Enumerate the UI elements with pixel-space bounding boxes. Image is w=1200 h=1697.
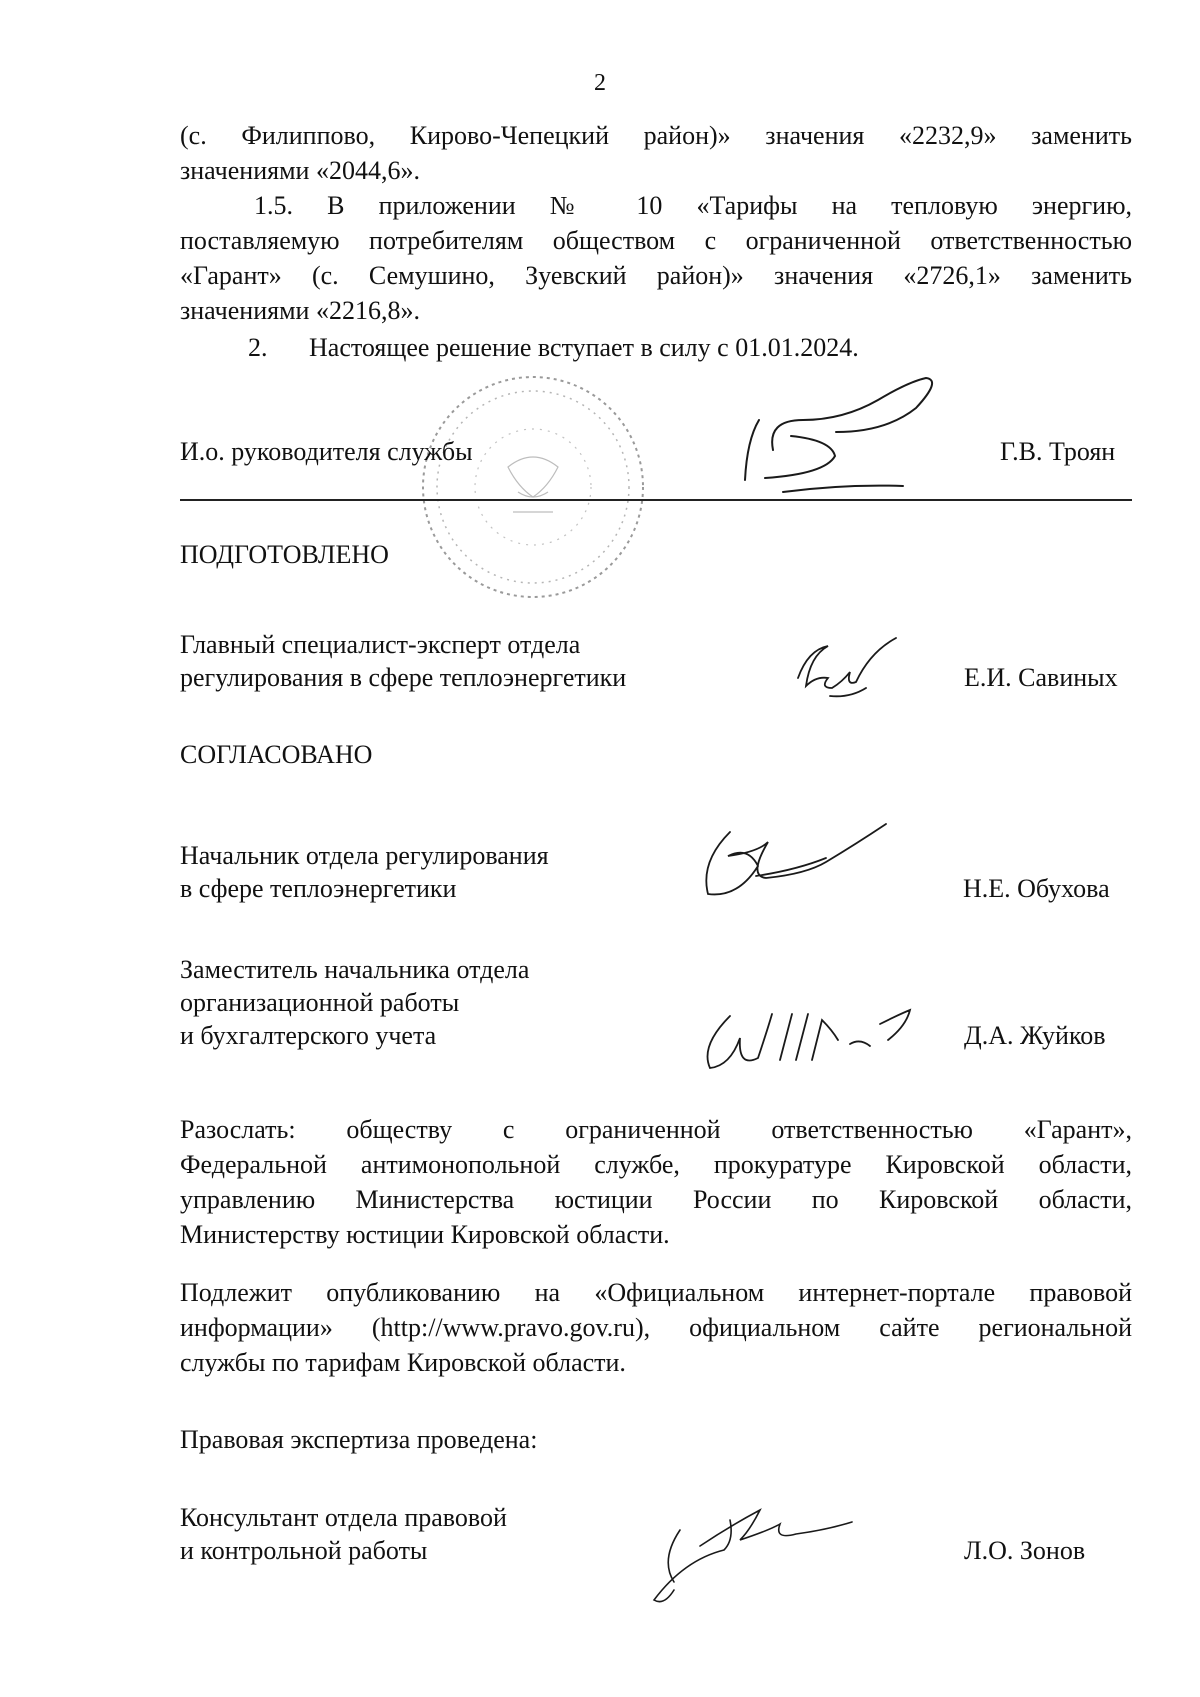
legal-review-name: Л.О. Зонов bbox=[964, 1536, 1086, 1565]
agreed-signer-2-position-line: организационной работы bbox=[180, 988, 460, 1017]
legal-review-position-line: и контрольной работы bbox=[180, 1536, 428, 1565]
text-line: «Гарант» (с. Семушино, Зуевский район)» значения «2726,1» заменить bbox=[180, 261, 1132, 290]
text-line: Министерству юстиции Кировской области. bbox=[180, 1220, 670, 1249]
text-line: значениями «2216,8». bbox=[180, 296, 420, 325]
prepared-name: Е.И. Савиных bbox=[964, 663, 1118, 692]
agreed-signer-2-position-line: и бухгалтерского учета bbox=[180, 1021, 437, 1050]
head-position: И.о. руководителя службы bbox=[180, 437, 473, 466]
agreed-signer-2-signature bbox=[700, 1000, 950, 1080]
legal-review-position-line: Консультант отдела правовой bbox=[180, 1503, 507, 1532]
paragraph-2-number: 2. bbox=[248, 333, 268, 362]
text-line: управлению Министерства юстиции России по Кировской области, bbox=[180, 1185, 1132, 1214]
prepared-heading: ПОДГОТОВЛЕНО bbox=[180, 540, 389, 569]
publication-paragraph bbox=[180, 1275, 1132, 1380]
prepared-position-line: Главный специалист-эксперт отдела bbox=[180, 630, 581, 659]
distribution-paragraph bbox=[180, 1112, 1132, 1252]
agreed-signer-2-name: Д.А. Жуйков bbox=[964, 1021, 1106, 1050]
divider-line bbox=[180, 499, 1132, 501]
text-line: информации» (http://www.pravo.gov.ru), официальном сайте региональной bbox=[180, 1313, 1132, 1342]
legal-review-signature bbox=[640, 1480, 880, 1620]
paragraph-2-text: Настоящее решение вступает в силу с 01.01.2024. bbox=[309, 333, 859, 362]
page-number: 2 bbox=[594, 70, 606, 96]
agreed-signer-2-position-line: Заместитель начальника отдела bbox=[180, 955, 530, 984]
agreed-signer-1-position-line: в сфере теплоэнергетики bbox=[180, 874, 457, 903]
text-line: 1.5. В приложении № 10 «Тарифы на тепловую энергию, bbox=[254, 191, 1132, 220]
agreed-signer-1-position-line: Начальник отдела регулирования bbox=[180, 841, 549, 870]
head-name: Г.В. Троян bbox=[1000, 437, 1116, 466]
prepared-position-line: регулирования в сфере теплоэнергетики bbox=[180, 663, 627, 692]
text-line: Федеральной антимонопольной службе, прокуратуре Кировской области, bbox=[180, 1150, 1132, 1179]
text-line: (с. Филиппово, Кирово-Чепецкий район)» значения «2232,9» заменить bbox=[180, 121, 1132, 150]
agreed-heading: СОГЛАСОВАНО bbox=[180, 740, 373, 769]
text-line: Подлежит опубликованию на «Официальном интернет-портале правовой bbox=[180, 1278, 1132, 1307]
agreed-signer-1-name: Н.Е. Обухова bbox=[963, 874, 1110, 903]
text-line: Разослать: обществу с ограниченной ответственностью «Гарант», bbox=[180, 1115, 1132, 1144]
agreed-signer-1-signature bbox=[700, 818, 890, 908]
paragraph-1-4-end bbox=[180, 118, 1132, 188]
text-line: значениями «2044,6». bbox=[180, 156, 420, 185]
head-signature bbox=[735, 372, 965, 512]
prepared-signature bbox=[790, 628, 920, 718]
official-stamp bbox=[418, 372, 648, 602]
legal-review-heading: Правовая экспертиза проведена: bbox=[180, 1425, 538, 1454]
text-line: службы по тарифам Кировской области. bbox=[180, 1348, 626, 1377]
paragraph-1-5 bbox=[180, 188, 1132, 328]
text-line: поставляемую потребителям обществом с ограниченной ответственностью bbox=[180, 226, 1132, 255]
